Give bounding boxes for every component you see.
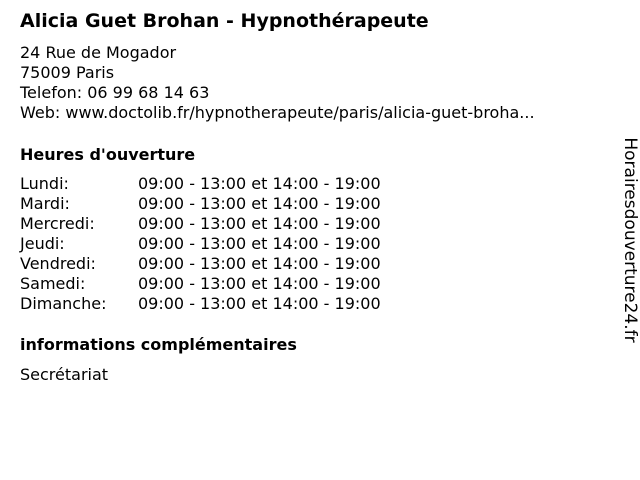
opening-hours-heading: Heures d'ouverture bbox=[20, 145, 196, 164]
hours-value: 09:00 - 13:00 et 14:00 - 19:00 bbox=[138, 174, 381, 193]
hours-row-lundi bbox=[20, 174, 381, 194]
day-label: Vendredi: bbox=[20, 254, 96, 273]
day-label: Lundi: bbox=[20, 174, 69, 193]
city-postcode: 75009 Paris bbox=[20, 63, 115, 82]
hours-value: 09:00 - 13:00 et 14:00 - 19:00 bbox=[138, 214, 381, 233]
hours-value: 09:00 - 13:00 et 14:00 - 19:00 bbox=[138, 274, 381, 293]
day-label: Samedi: bbox=[20, 274, 86, 293]
day-label: Jeudi: bbox=[20, 234, 65, 253]
website-link[interactable]: Web: www.doctolib.fr/hypnotherapeute/paris/alicia-guet-broha... bbox=[20, 103, 535, 122]
hours-value: 09:00 - 13:00 et 14:00 - 19:00 bbox=[138, 234, 381, 253]
hours-row-dimanche bbox=[20, 294, 381, 314]
hours-value: 09:00 - 13:00 et 14:00 - 19:00 bbox=[138, 294, 381, 313]
hours-row-samedi bbox=[20, 274, 381, 294]
phone-number: Telefon: 06 99 68 14 63 bbox=[20, 83, 210, 102]
day-label: Dimanche: bbox=[20, 294, 107, 313]
business-name: Alicia Guet Brohan - Hypnothérapeute bbox=[20, 10, 429, 32]
day-label: Mercredi: bbox=[20, 214, 95, 233]
site-watermark: Horairesdouverture24.fr bbox=[620, 137, 640, 343]
additional-info-text: Secrétariat bbox=[20, 365, 109, 384]
hours-row-mardi bbox=[20, 194, 381, 214]
contact-block bbox=[20, 43, 535, 123]
hours-row-vendredi bbox=[20, 254, 381, 274]
opening-hours-table bbox=[20, 174, 381, 314]
additional-info-heading: informations complémentaires bbox=[20, 335, 297, 354]
hours-row-mercredi bbox=[20, 214, 381, 234]
hours-value: 09:00 - 13:00 et 14:00 - 19:00 bbox=[138, 194, 381, 213]
day-label: Mardi: bbox=[20, 194, 70, 213]
hours-value: 09:00 - 13:00 et 14:00 - 19:00 bbox=[138, 254, 381, 273]
street-address: 24 Rue de Mogador bbox=[20, 43, 177, 62]
hours-row-jeudi bbox=[20, 234, 381, 254]
